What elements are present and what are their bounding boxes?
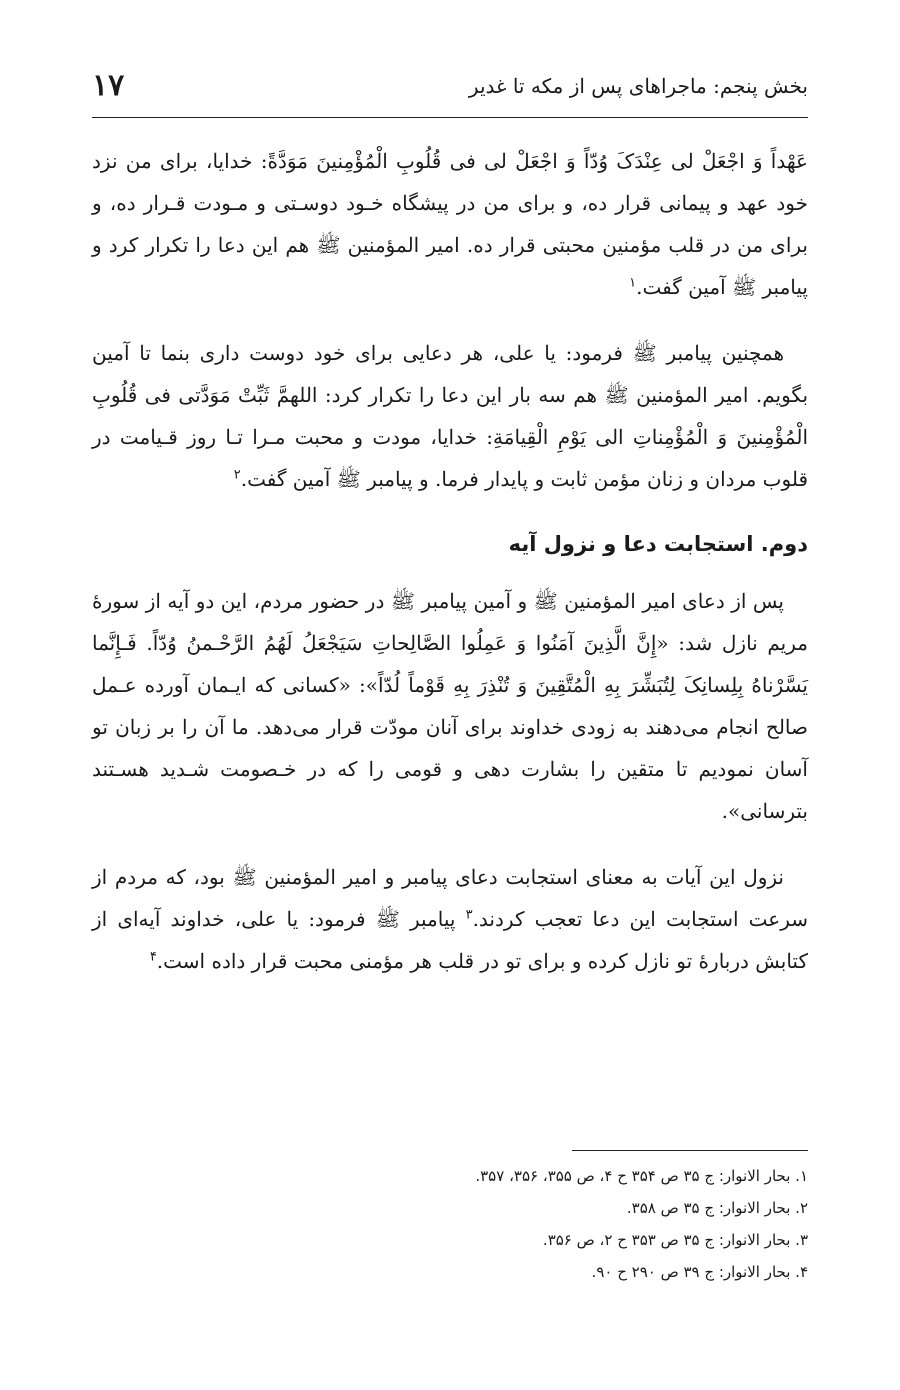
footnote-item: ۲. بحار الانوار: ج ۳۵ ص ۳۵۸. bbox=[626, 1199, 808, 1217]
footnote-item: ۴. بحار الانوار: ج ۳۹ ص ۲۹۰ ح ۹۰. bbox=[591, 1263, 808, 1281]
page-number: ۱۷ bbox=[92, 68, 125, 103]
main-text bbox=[92, 140, 808, 1006]
section-heading: دوم. استجابت دعا و نزول آیه bbox=[508, 532, 808, 556]
header-divider bbox=[92, 117, 808, 118]
footnote-ref-2[interactable]: ۲ bbox=[233, 467, 241, 483]
footnote-item: ۱. بحار الانوار: ج ۳۵ ص ۳۵۴ ح ۴، ص ۳۵۵، ۳۵۶، ۳۵۷. bbox=[475, 1167, 808, 1185]
paragraph-4-text-after: پیامبر ﷺ فرمود: یا علی، خداوند آیه‌ای از کتابش دربارۀ تو نازل کرده و برای تو در قلب هر مؤمنی محبت قرار داده است. bbox=[92, 907, 808, 973]
footnote-item: ۳. بحار الانوار: ج ۳۵ ص ۳۵۳ ح ۲، ص ۳۵۶. bbox=[542, 1231, 808, 1249]
arabic-prayer-quote: اللهمَّ ثَبِّتْ مَوَدَّتى فى قُلُوبِ الْمُؤْمِنينَ وَ الْمُؤْمِناتِ الى يَوْمِ الْقِيامَةِ: bbox=[92, 383, 809, 449]
paragraph-2-text-before: همچنین پیامبر ﷺ فرمود: یا علی، هر دعایی برای خود دوست داری بنما تا آمین بگویم. امیر المؤمنین ﷺ هم سه بار این دعا را تکرار کرد: bbox=[92, 341, 809, 407]
paragraph-1-text: خدایا، برای من نزد خود عهد و پیمانی قرار ده، و برای من در پیشگاه خـود دوسـتی و مـودت قـرار ده، و برای من در قلب مؤمنین محبتی قرار ده. امیر المؤمنین ﷺ هم این دعا را تکرار کرد و پیامبر ﷺ آمین گفت. bbox=[92, 149, 808, 299]
paragraph-4 bbox=[92, 856, 808, 982]
footnote-ref-4[interactable]: ۴ bbox=[149, 949, 157, 965]
paragraph-3-text-before: پس از دعای امیر المؤمنین ﷺ و آمین پیامبر ﷺ در حضور مردم، این دو آیه از سورۀ مریم نازل شد: « bbox=[92, 589, 808, 655]
paragraph-2 bbox=[92, 332, 808, 500]
paragraph-3 bbox=[92, 580, 808, 832]
footnotes-list bbox=[92, 1160, 808, 1288]
quran-verse-quote: إِنَّ الَّذِينَ آمَنُوا وَ عَمِلُوا الصَّالِحاتِ سَيَجْعَلُ لَهُمُ الرَّحْـمنُ وُدّاً. فَـإِنَّما يَسَّرْناهُ بِلِسانِکَ لِتُبَشِّرَ بِهِ الْمُتَّقِينَ وَ تُنْذِرَ بِهِ قَوْماً لُدّاً bbox=[92, 631, 808, 697]
footnote-divider bbox=[572, 1150, 808, 1151]
footnote-ref-3[interactable]: ۳ bbox=[465, 907, 473, 923]
running-header bbox=[92, 68, 808, 112]
chapter-title: بخش پنجم: ماجراهای پس از مکه تا غدیر bbox=[468, 74, 808, 98]
arabic-prayer-quote: عَهْداً وَ اجْعَلْ لى عِنْدَکَ وُدّاً وَ اجْعَلْ لى فى قُلُوبِ الْمُؤْمِنينَ مَوَدَّةً: bbox=[260, 149, 808, 173]
paragraph-3-text-after: »: «کسانی که ایـمان آورده عـمل صالح انجام می‌دهند به زودی خداوند برای آنان مودّت قرار می‌دهد. ما آن را بر زبان تو آسان نمودیم تا متقین را بشارت دهی و قومی را که در خـصومت شـدید هسـتند بترسانی». bbox=[92, 673, 808, 823]
paragraph-4-text-before: نزول این آیات به معنای استجابت دعای پیامبر و امیر المؤمنین ﷺ بود، که مردم از سرعت استجابت این دعا تعجب کردند. bbox=[92, 865, 808, 931]
paragraph-2-text-after: خدایا، مودت و محبت مـرا تـا روز قـیامت در قلوب مردان و زنان مؤمن ثابت و پایدار فرما. و پیامبر ﷺ آمین گفت. bbox=[92, 425, 808, 491]
paragraph-1 bbox=[92, 140, 808, 308]
footnote-ref-1[interactable]: ۱ bbox=[629, 275, 637, 291]
